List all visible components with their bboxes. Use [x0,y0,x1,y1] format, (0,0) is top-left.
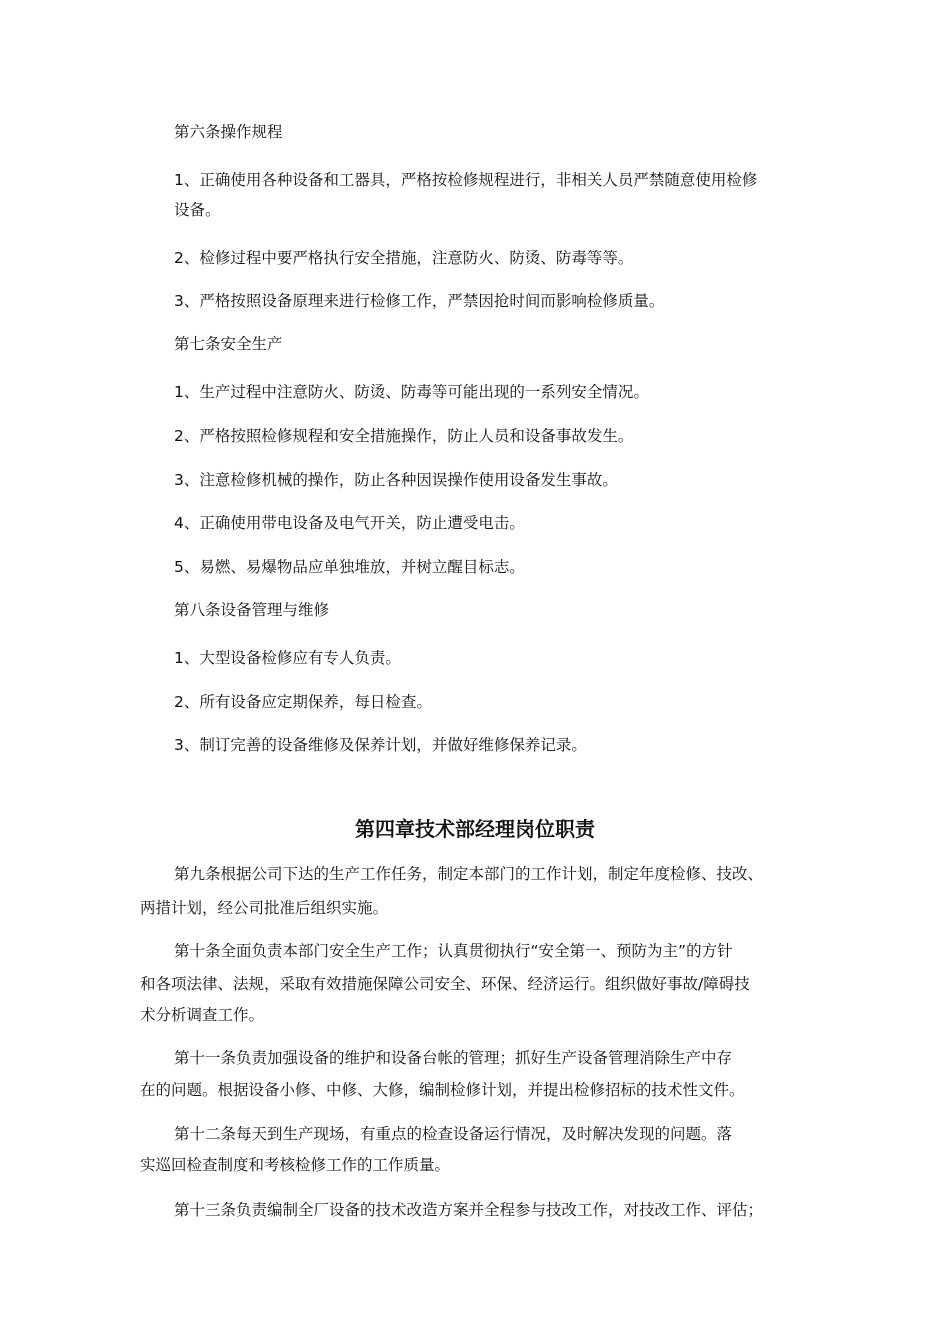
article-9-line-1: 第九条根据公司下达的生产工作任务，制定本部门的工作计划，制定年度检修、技改、 [174,865,764,883]
article-7-item-4: 4、正确使用带电设备及电气开关，防止遭受电击。 [174,514,525,532]
article-10-line-3: 术分析调查工作。 [140,1006,265,1024]
article-6-heading: 第六条操作规程 [174,123,283,141]
article-8-heading: 第八条设备管理与维修 [174,601,330,619]
article-6-item-1: 1、正确使用各种设备和工器具，严格按检修规程进行，非相关人员严禁随意使用检修 [174,171,758,189]
article-13-line-1: 第十三条负责编制全厂设备的技术改造方案并全程参与技改工作，对技改工作、评估； [174,1201,764,1219]
article-10-line-1: 第十条全面负责本部门安全生产工作；认真贯彻执行“安全第一、预防为主”的方针 [174,942,733,960]
article-10-line-2: 和各项法律、法规，采取有效措施保障公司安全、环保、经济运行。组织做好事故/障碍技 [140,975,750,993]
article-6-item-1-cont: 设备。 [174,201,221,219]
article-12-line-2: 实巡回检查制度和考核检修工作的工作质量。 [140,1156,451,1174]
article-8-item-2: 2、所有设备应定期保养，每日检查。 [174,693,432,711]
article-7-item-1: 1、生产过程中注意防火、防烫、防毒等可能出现的一系列安全情况。 [174,383,649,401]
article-7-heading: 第七条安全生产 [174,335,283,353]
article-6-item-2: 2、检修过程中要严格执行安全措施，注意防火、防烫、防毒等等。 [174,249,634,267]
article-7-item-5: 5、易燃、易爆物品应单独堆放，并树立醒目标志。 [174,558,525,576]
article-9-line-2: 两措计划，经公司批准后组织实施。 [140,899,389,917]
article-8-item-3: 3、制订完善的设备维修及保养计划，并做好维修保养记录。 [174,736,587,754]
article-7-item-3: 3、注意检修机械的操作，防止各种因误操作使用设备发生事故。 [174,471,618,489]
article-12-line-1: 第十二条每天到生产现场，有重点的检查设备运行情况，及时解决发现的问题。落 [174,1125,733,1143]
chapter-4-title: 第四章技术部经理岗位职责 [355,817,595,841]
article-7-item-2: 2、严格按照检修规程和安全措施操作，防止人员和设备事故发生。 [174,427,634,445]
article-6-item-3: 3、严格按照设备原理来进行检修工作，严禁因抢时间而影响检修质量。 [174,292,665,310]
article-8-item-1: 1、大型设备检修应有专人负责。 [174,649,401,667]
article-11-line-2: 在的问题。根据设备小修、中修、大修，编制检修计划，并提出检修招标的技术性文件。 [140,1081,745,1099]
article-11-line-1: 第十一条负责加强设备的维护和设备台帐的管理；抓好生产设备管理消除生产中存 [174,1049,733,1067]
